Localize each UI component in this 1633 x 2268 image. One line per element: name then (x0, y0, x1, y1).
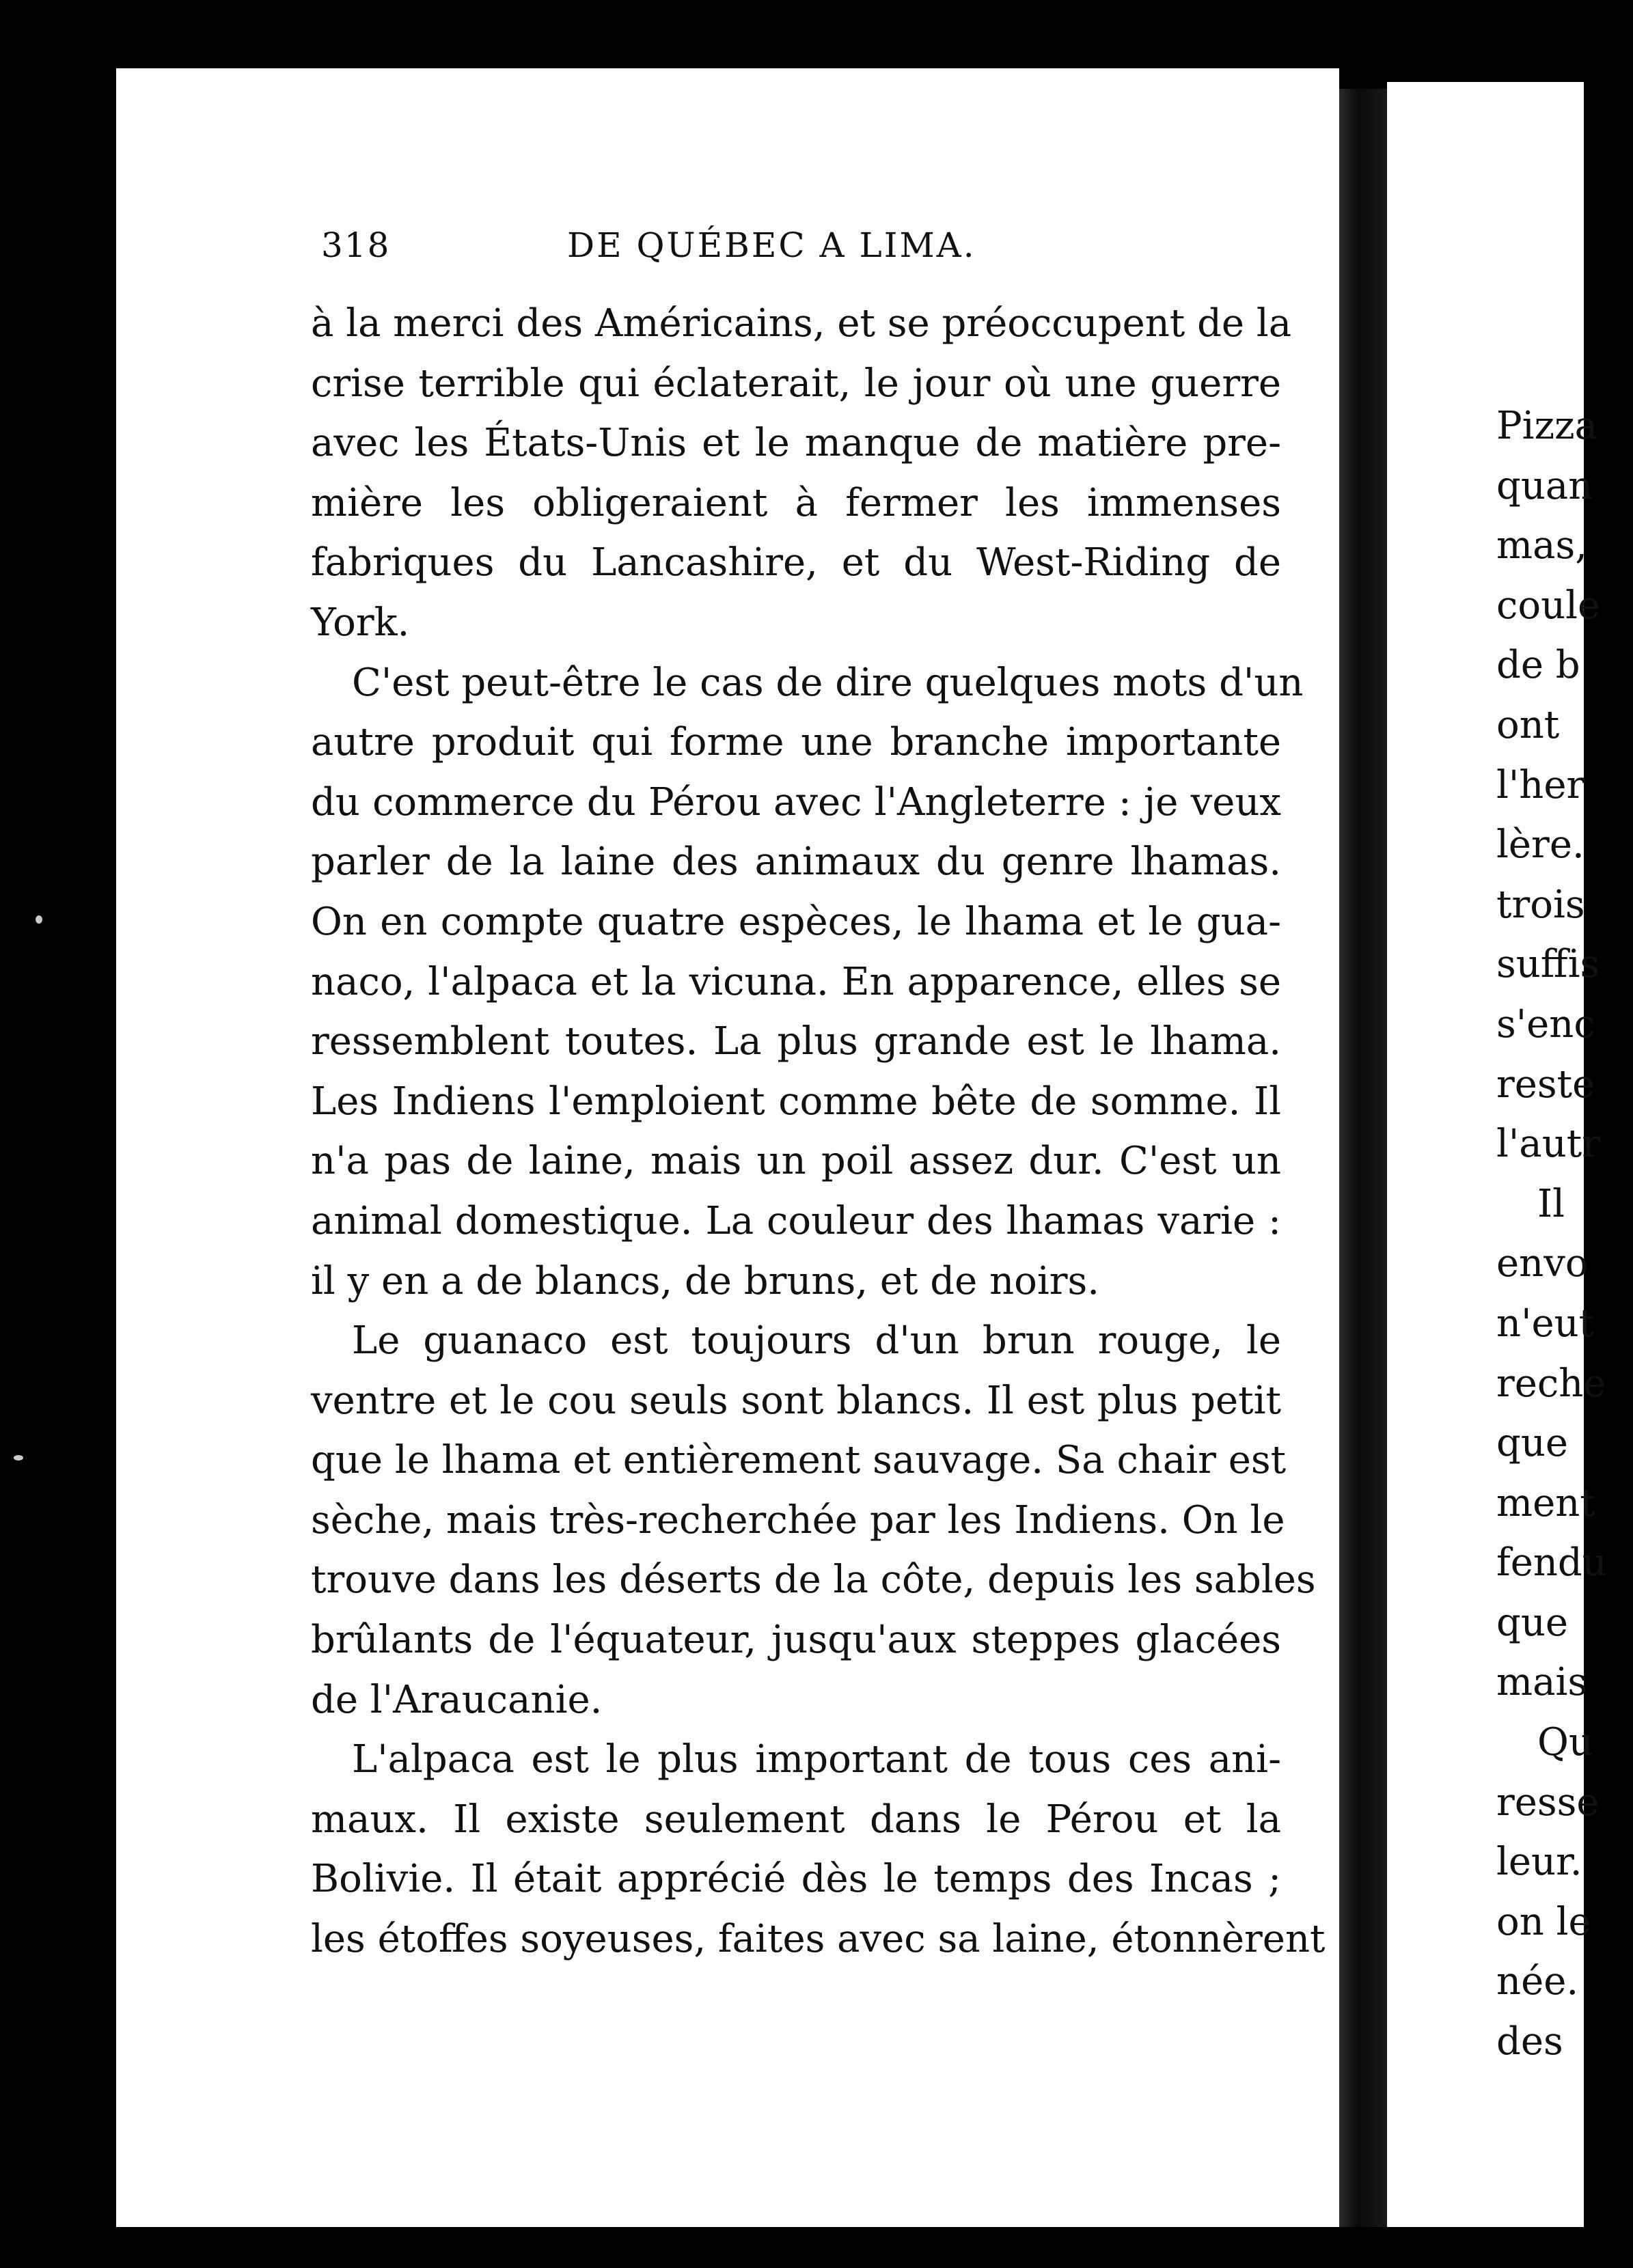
text-line-fragment: reste (1496, 1062, 1595, 1107)
text-line-fragment: de b (1496, 643, 1580, 688)
text-line-fragment: lère. (1496, 822, 1584, 868)
text-line: à la merci des Américains, et se préoccupent de la (311, 301, 1292, 346)
text-line-fragment: que (1496, 1600, 1569, 1645)
text-line-fragment: Il (1537, 1181, 1565, 1226)
text-line-fragment: née. (1496, 1959, 1579, 2004)
text-line: animal domestique. La couleur des lhamas varie : (311, 1198, 1281, 1243)
text-line: crise terrible qui éclaterait, le jour où une guerre (311, 361, 1281, 406)
text-line-fragment: Qu (1537, 1720, 1593, 1765)
text-line-fragment: mais (1496, 1660, 1588, 1705)
text-line: naco, l'alpaca et la vicuna. En apparence, elles se (311, 959, 1281, 1004)
text-line: maux. Il existe seulement dans le Pérou et la (311, 1797, 1281, 1842)
text-line: mière les obligeraient à fermer les immenses (311, 480, 1281, 525)
text-line-fragment: coule (1496, 583, 1601, 628)
text-line: fabriques du Lancashire, et du West-Riding de (311, 540, 1281, 585)
text-line-fragment: l'her (1496, 762, 1585, 807)
text-line-fragment: ment (1496, 1480, 1595, 1525)
text-line-fragment: reche (1496, 1361, 1606, 1406)
right-page (1387, 82, 1607, 2227)
text-line: Le guanaco est toujours d'un brun rouge, le (352, 1318, 1281, 1364)
page-number: 318 (321, 225, 391, 265)
text-line-fragment: envo (1496, 1241, 1589, 1286)
running-head (321, 225, 1278, 273)
body-text (311, 294, 1326, 1969)
text-line-fragment: quan (1496, 463, 1593, 508)
book-gutter (1339, 89, 1387, 2227)
text-line: n'a pas de laine, mais un poil assez dur. C'est un (311, 1139, 1281, 1184)
text-line-fragment: l'autr (1496, 1122, 1601, 1167)
right-page-text (1496, 396, 1633, 2072)
scan-speck (36, 915, 42, 924)
text-line-fragment: resse (1496, 1780, 1600, 1825)
text-line-fragment: trois (1496, 882, 1585, 927)
scan-speck (14, 1455, 23, 1461)
text-line-fragment: on le (1496, 1899, 1591, 1944)
text-line: du commerce du Pérou avec l'Angleterre : je veux (311, 779, 1281, 825)
text-line-fragment: s'enc (1496, 1001, 1595, 1047)
text-line-fragment: des (1496, 2019, 1563, 2064)
text-line: ressemblent toutes. La plus grande est le lhama. (311, 1019, 1281, 1064)
text-line: il y en a de blancs, de bruns, et de noirs. (311, 1258, 1100, 1303)
text-line: L'alpaca est le plus important de tous ces ani- (352, 1737, 1281, 1782)
text-line: brûlants de l'équateur, jusqu'aux steppes glacées (311, 1618, 1281, 1663)
running-title: DE QUÉBEC A LIMA. (567, 225, 976, 265)
text-line: Les Indiens l'emploient comme bête de somme. Il (311, 1079, 1281, 1124)
text-line: autre produit qui forme une branche importante (311, 720, 1281, 765)
text-line: parler de la laine des animaux du genre lhamas. (311, 840, 1281, 885)
text-line: trouve dans les déserts de la côte, depuis les sables (311, 1558, 1316, 1603)
text-line-fragment: n'eut (1496, 1301, 1595, 1346)
text-line-fragment: mas, (1496, 523, 1588, 568)
text-line: de l'Araucanie. (311, 1677, 603, 1722)
text-line: que le lhama et entièrement sauvage. Sa chair est (311, 1438, 1287, 1483)
text-line: avec les États-Unis et le manque de matière pre- (311, 421, 1281, 466)
text-line-fragment: que (1496, 1421, 1569, 1466)
text-line: les étoffes soyeuses, faites avec sa laine, étonnèrent (311, 1917, 1326, 1962)
text-line: ventre et le cou seuls sont blancs. Il est plus petit (311, 1378, 1281, 1423)
text-line-fragment: suffis (1496, 942, 1600, 987)
text-line: Bolivie. Il était apprécié dès le temps des Incas ; (311, 1857, 1281, 1902)
text-line-fragment: fendu (1496, 1540, 1607, 1586)
text-line-fragment: ont (1496, 702, 1560, 747)
text-line: sèche, mais très-recherchée par les Indiens. On le (311, 1497, 1285, 1543)
text-line: C'est peut-être le cas de dire quelques mots d'un (352, 660, 1304, 705)
text-line-fragment: leur. (1496, 1840, 1582, 1885)
text-line-fragment: Pizza (1496, 404, 1597, 448)
text-line: York. (311, 600, 410, 645)
text-line: On en compte quatre espèces, le lhama et le gua- (311, 899, 1281, 944)
